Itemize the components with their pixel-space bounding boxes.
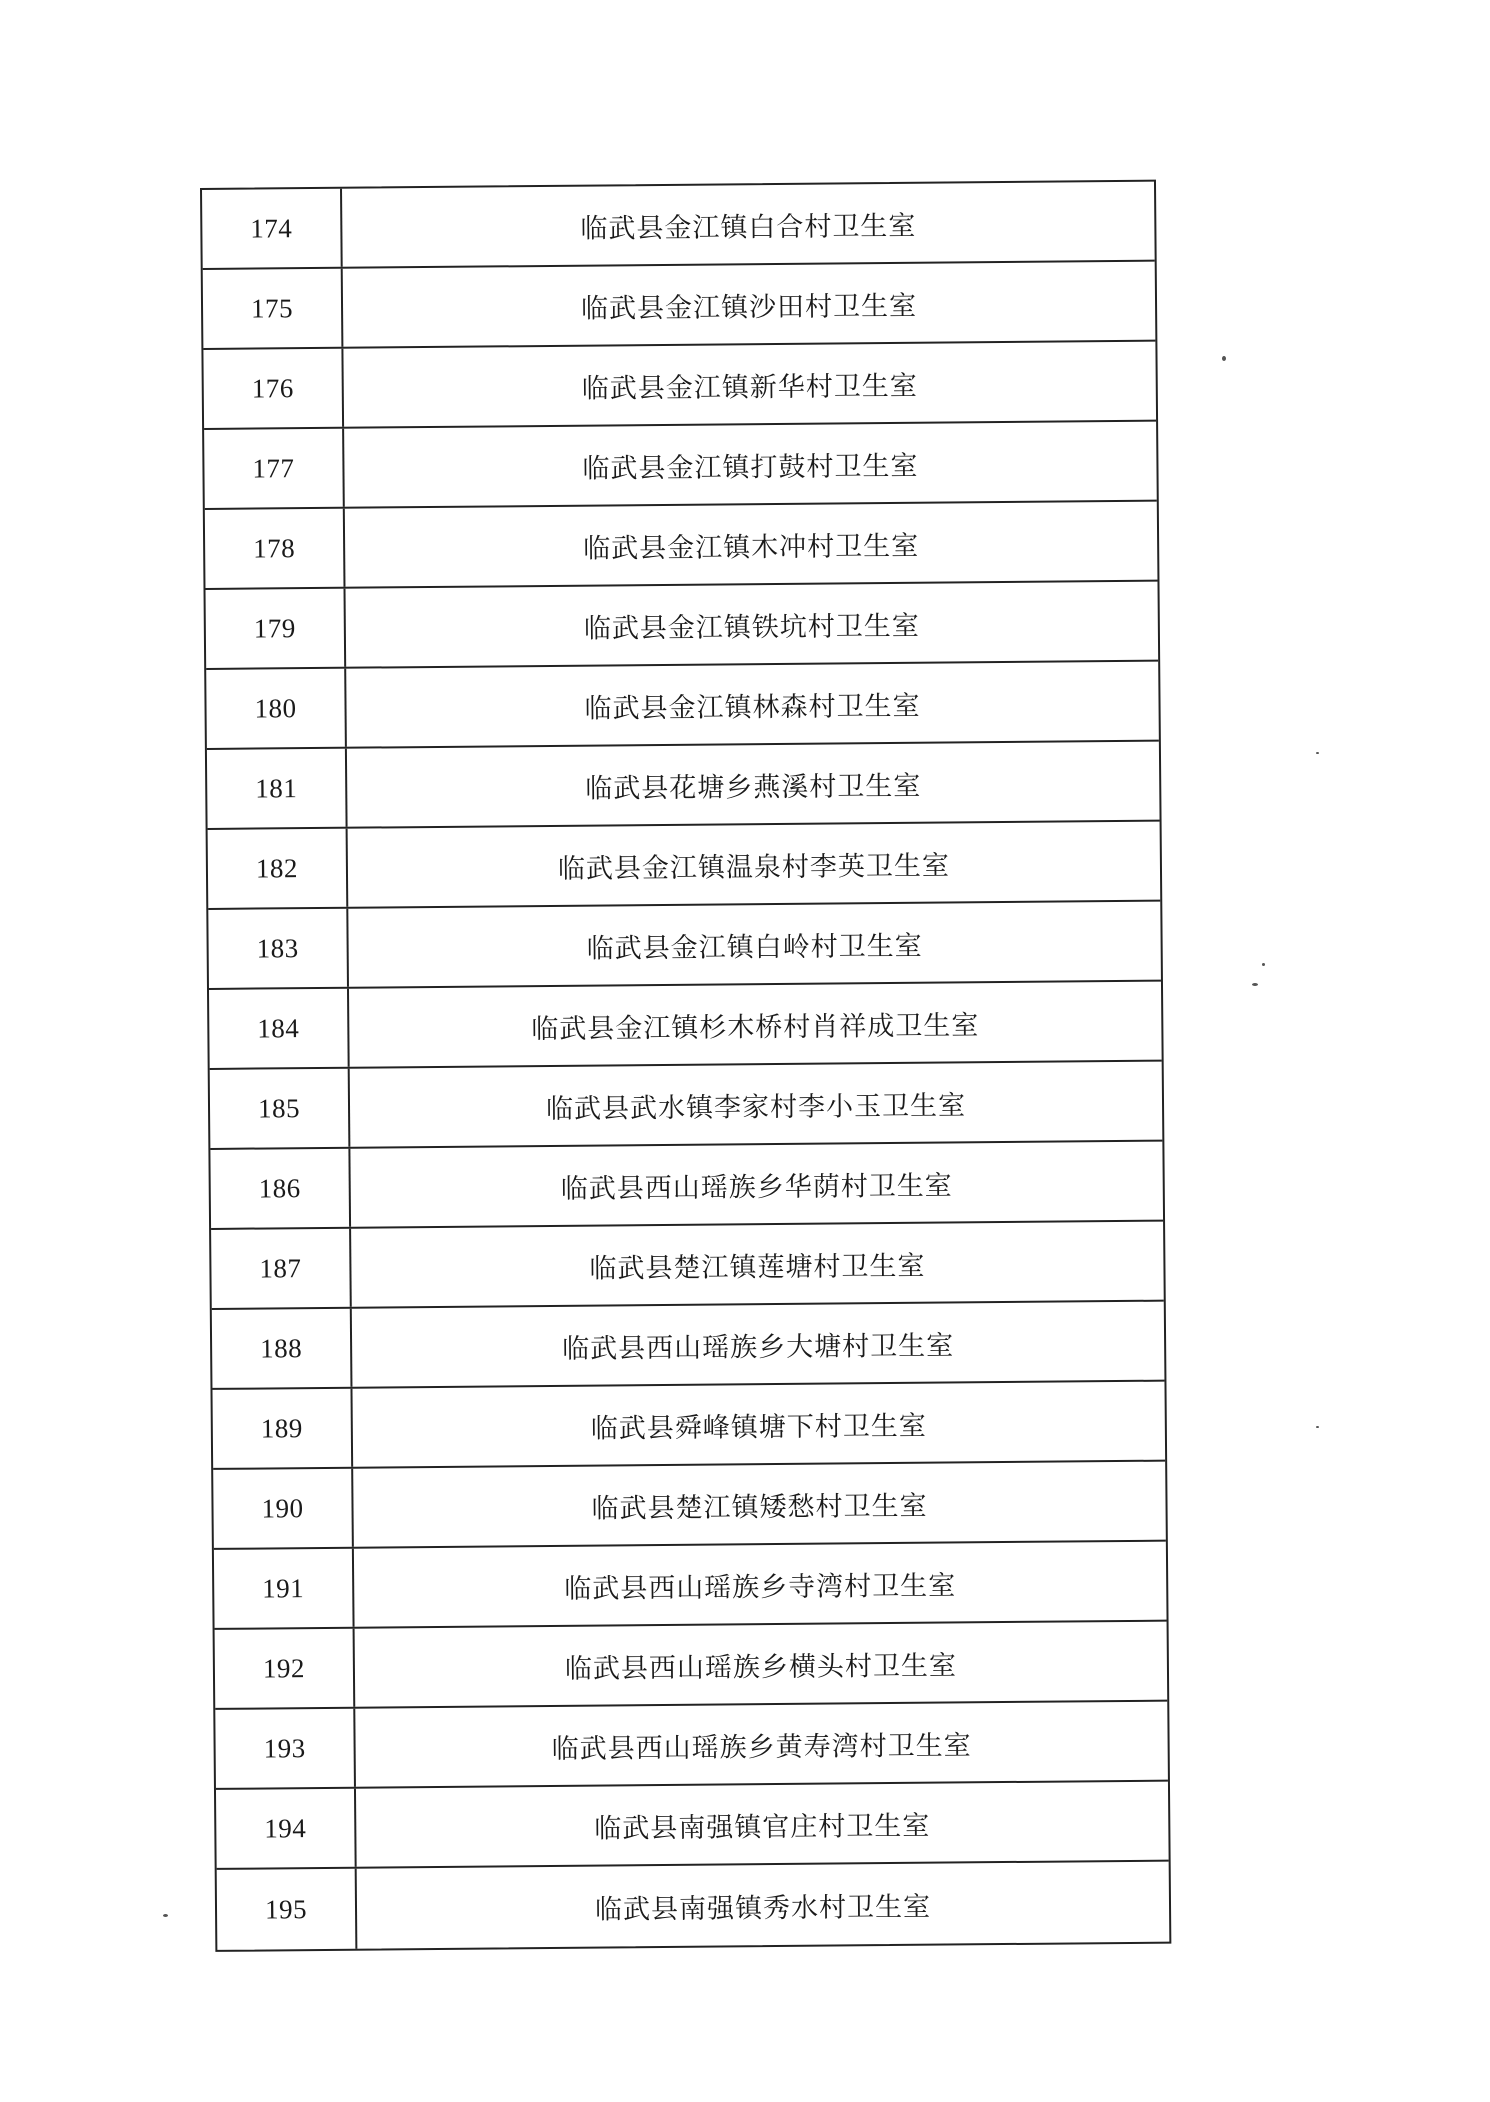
row-number: 189 bbox=[212, 1389, 353, 1468]
scan-speck bbox=[163, 1914, 168, 1917]
clinic-name: 临武县西山瑶族乡黄寿湾村卫生室 bbox=[551, 1729, 972, 1765]
row-number: 179 bbox=[206, 589, 347, 668]
row-number: 178 bbox=[205, 509, 346, 588]
clinic-name: 临武县武水镇李家村李小玉卫生室 bbox=[545, 1089, 967, 1125]
table-row bbox=[206, 582, 1159, 670]
row-number: 191 bbox=[214, 1549, 355, 1628]
table-row bbox=[209, 982, 1162, 1070]
scan-speck bbox=[1316, 752, 1319, 754]
clinic-name: 临武县金江镇打鼓村卫生室 bbox=[582, 450, 919, 485]
table-row bbox=[216, 1782, 1169, 1870]
table-row bbox=[202, 182, 1155, 270]
clinic-name: 临武县南强镇秀水村卫生室 bbox=[594, 1891, 932, 1926]
table-row bbox=[208, 822, 1161, 910]
table-row bbox=[215, 1702, 1168, 1790]
row-number: 186 bbox=[210, 1149, 351, 1228]
clinic-name: 临武县舜峰镇塘下村卫生室 bbox=[590, 1410, 927, 1445]
clinic-name: 临武县金江镇沙田村卫生室 bbox=[580, 290, 918, 325]
row-number: 177 bbox=[204, 429, 345, 508]
table-row bbox=[206, 662, 1159, 750]
scan-speck bbox=[1252, 983, 1258, 986]
clinic-name: 临武县西山瑶族乡寺湾村卫生室 bbox=[564, 1569, 957, 1605]
table-row bbox=[212, 1382, 1165, 1470]
clinic-name: 临武县金江镇温泉村李英卫生室 bbox=[557, 849, 951, 885]
scan-speck bbox=[1262, 963, 1265, 966]
scan-speck bbox=[1222, 356, 1226, 361]
table-row bbox=[203, 342, 1156, 430]
clinic-name: 临武县金江镇杉木桥村肖祥成卫生室 bbox=[531, 1009, 980, 1045]
clinic-name: 临武县楚江镇矮愁村卫生室 bbox=[591, 1490, 928, 1525]
row-number: 175 bbox=[203, 269, 344, 348]
table-row bbox=[210, 1062, 1163, 1150]
table-row bbox=[212, 1302, 1165, 1390]
clinic-name: 临武县南强镇官庄村卫生室 bbox=[594, 1810, 931, 1845]
clinic-name: 临武县金江镇新华村卫生室 bbox=[581, 370, 918, 405]
clinic-name: 临武县花塘乡燕溪村卫生室 bbox=[585, 770, 922, 805]
clinic-name: 临武县金江镇木冲村卫生室 bbox=[583, 530, 920, 565]
row-number: 180 bbox=[206, 669, 347, 748]
clinic-name: 临武县金江镇白合村卫生室 bbox=[580, 210, 917, 245]
row-number: 184 bbox=[209, 989, 350, 1068]
row-number: 174 bbox=[202, 189, 343, 268]
table-row bbox=[204, 422, 1157, 510]
table-row bbox=[210, 1142, 1163, 1230]
row-number: 183 bbox=[208, 909, 349, 988]
table-row bbox=[213, 1462, 1166, 1550]
row-number: 195 bbox=[217, 1869, 358, 1950]
clinic-name: 临武县金江镇林森村卫生室 bbox=[584, 690, 921, 725]
clinic-name: 临武县西山瑶族乡横头村卫生室 bbox=[564, 1649, 958, 1685]
row-number: 192 bbox=[215, 1629, 356, 1708]
table-row bbox=[208, 902, 1161, 990]
row-number: 181 bbox=[207, 749, 348, 828]
row-number: 190 bbox=[213, 1469, 354, 1548]
table-row bbox=[217, 1862, 1170, 1950]
clinic-name: 临武县金江镇白岭村卫生室 bbox=[586, 930, 923, 965]
scan-speck bbox=[1316, 1426, 1319, 1428]
clinic-list-table bbox=[200, 180, 1171, 1952]
row-number: 194 bbox=[216, 1789, 357, 1868]
table-row bbox=[215, 1622, 1168, 1710]
row-number: 176 bbox=[203, 349, 344, 428]
table-row bbox=[205, 502, 1158, 590]
row-number: 182 bbox=[208, 829, 349, 908]
table-row bbox=[207, 742, 1160, 830]
clinic-name: 临武县楚江镇莲塘村卫生室 bbox=[589, 1250, 926, 1285]
clinic-name: 临武县西山瑶族乡华荫村卫生室 bbox=[560, 1169, 953, 1205]
row-number: 187 bbox=[211, 1229, 352, 1308]
table-row bbox=[203, 262, 1156, 350]
row-number: 185 bbox=[210, 1069, 351, 1148]
clinic-name: 临武县金江镇铁坑村卫生室 bbox=[583, 610, 920, 645]
table-row bbox=[214, 1542, 1167, 1630]
table-row bbox=[211, 1222, 1164, 1310]
row-number: 188 bbox=[212, 1309, 353, 1388]
row-number: 193 bbox=[215, 1709, 356, 1788]
clinic-name: 临武县西山瑶族乡大塘村卫生室 bbox=[562, 1329, 955, 1365]
